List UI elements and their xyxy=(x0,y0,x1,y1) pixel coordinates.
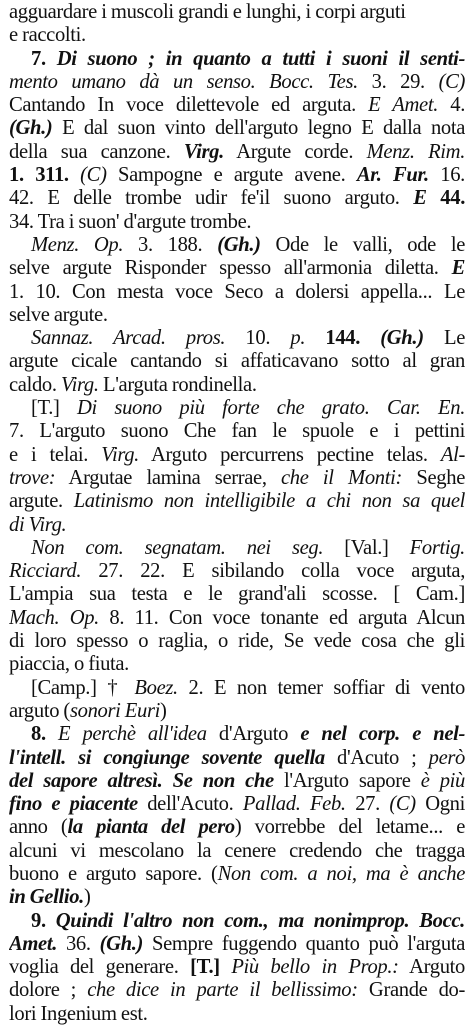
text-segment: Menz. Op. xyxy=(31,233,124,256)
text-segment: Ode le valli, ode le xyxy=(260,233,465,256)
text-line xyxy=(9,24,465,47)
text-segment: Grande do- xyxy=(357,979,465,1002)
text-segment: la pianta del pero xyxy=(67,816,235,839)
text-segment: del sapore altresì. Se non che xyxy=(9,769,274,792)
text-segment: anno ( xyxy=(9,816,68,839)
text-segment: Amet. xyxy=(9,932,58,955)
text-line xyxy=(9,653,465,676)
text-line xyxy=(9,886,465,909)
text-segment: [Camp.] † xyxy=(31,676,135,699)
text-line xyxy=(9,71,465,94)
text-line xyxy=(9,910,465,933)
text-segment xyxy=(220,956,232,978)
text-segment: 36. xyxy=(57,932,100,955)
text-segment: Non com. segnatam. nei seg. xyxy=(31,536,324,559)
text-line xyxy=(9,630,465,653)
text-segment: L'ampia sua testa e le grand'ali scosse. [ Cam.] xyxy=(9,583,465,606)
text-segment: arguto ( xyxy=(9,699,70,722)
text-segment: mento umano dà un senso. Bocc. Tes. xyxy=(9,70,358,93)
text-line xyxy=(9,933,465,956)
text-segment: Argute corde. xyxy=(223,140,367,163)
text-segment: 8. 11. Con voce tonante ed arguta Alcun xyxy=(98,606,465,629)
text-segment: [Val.] xyxy=(323,536,410,559)
text-line xyxy=(9,420,465,443)
text-segment: E perchè all'idea xyxy=(57,723,207,746)
text-segment: Virg. xyxy=(60,373,99,396)
text-line xyxy=(9,397,465,420)
text-segment: dolore ; xyxy=(9,979,88,1002)
text-segment: 9. xyxy=(31,909,56,932)
text-segment: ) xyxy=(83,886,91,909)
text-segment: p. xyxy=(290,327,306,350)
text-segment: che dice in parte il bellissimo: xyxy=(87,979,358,1002)
text-segment: e nel corp. e nel- xyxy=(300,723,465,746)
text-segment: di loro spesso o raglia, o ride, Se vede cosa che gli xyxy=(9,630,465,653)
text-segment: (C) xyxy=(389,793,416,816)
text-segment: alcuni vi mescolano la cenere credendo che tragga xyxy=(9,839,465,862)
text-line xyxy=(9,164,465,187)
text-segment: E xyxy=(413,187,427,210)
text-segment: 16. xyxy=(428,164,465,187)
text-segment: 144. xyxy=(305,327,381,350)
text-segment: 42. E delle trombe udir fe'il suono arguto. xyxy=(9,187,414,210)
text-segment: 7. xyxy=(31,47,57,70)
text-segment: d'Acuto ; xyxy=(324,746,429,769)
text-segment: Sampogne e argute avene. xyxy=(106,164,357,187)
text-line xyxy=(9,723,465,746)
text-segment: E Amet. xyxy=(368,94,438,117)
text-line xyxy=(9,94,465,117)
text-segment: che il Monti: xyxy=(281,466,403,489)
text-segment: caldo. xyxy=(9,373,61,396)
text-segment: Più bello in Prop.: xyxy=(231,956,399,979)
text-segment: l'Arguto sapore xyxy=(273,769,421,792)
text-segment: (Gh.) xyxy=(380,327,424,350)
text-segment: voglia del generare. xyxy=(9,956,191,979)
text-segment: Fortig. xyxy=(409,536,465,559)
text-segment: 10. xyxy=(225,327,291,350)
text-line xyxy=(9,234,465,257)
text-segment: 4. xyxy=(438,94,465,117)
text-segment: [T.] xyxy=(190,956,220,979)
text-segment: 1. 10. Con mesta voce Seco a dolersi appella... Le xyxy=(9,280,465,303)
text-segment: selve argute. xyxy=(9,303,108,326)
text-segment: Di suono più forte che grato. Car. En. xyxy=(77,397,465,420)
text-segment: e raccolti. xyxy=(9,24,86,47)
text-segment: argute cicale cantando si affaticavano sotto al gran xyxy=(9,350,465,373)
text-segment: (C) xyxy=(438,70,465,93)
text-segment: agguardare i muscoli grandi e lunghi, i corpi arguti xyxy=(9,1,406,23)
text-line xyxy=(9,863,465,886)
text-segment: 27. 22. E sibilando colla voce arguta, xyxy=(81,560,465,583)
text-segment: 3. 188. xyxy=(123,233,218,256)
text-line xyxy=(9,979,465,1002)
text-segment: 7. L'arguto suono Che fan le spuole e i pettini xyxy=(9,420,465,443)
text-segment: l'intell. si congiunge sovente quella xyxy=(9,746,325,769)
text-segment: Ogni xyxy=(415,793,465,816)
text-segment: Cantando In voce dilettevole ed arguta. xyxy=(9,94,369,117)
text-segment: Sempre fuggendo quanto può l'arguta xyxy=(143,932,465,955)
text-line xyxy=(9,677,465,700)
text-line xyxy=(9,700,465,723)
text-line xyxy=(9,514,465,537)
text-segment: Argutae lamina serrae, xyxy=(55,466,282,489)
text-segment: Di suono ; in quanto a tutti i suoni il senti- xyxy=(56,47,465,70)
text-line xyxy=(9,141,465,164)
text-segment: Arguto xyxy=(398,956,465,979)
text-segment: fino e piacente xyxy=(9,793,138,816)
text-line xyxy=(9,1,465,24)
text-line xyxy=(9,583,465,606)
text-segment: in Gellio. xyxy=(9,886,84,909)
text-segment: però xyxy=(428,746,465,769)
text-line xyxy=(9,770,465,793)
text-line xyxy=(9,747,465,770)
text-segment: 27. xyxy=(345,793,390,816)
text-line xyxy=(9,211,465,234)
text-segment: è più xyxy=(420,769,465,792)
text-segment: buono e arguto sapore. ( xyxy=(9,862,218,885)
text-segment: di Virg. xyxy=(9,513,67,536)
text-segment: Ar. Fur. xyxy=(356,164,429,187)
text-segment: della sua canzone. xyxy=(9,140,184,163)
text-line xyxy=(9,840,465,863)
text-line xyxy=(9,327,465,350)
text-segment: L'arguta rondinella. xyxy=(98,373,257,396)
text-line xyxy=(9,560,465,583)
text-segment: e i telai. xyxy=(9,443,102,466)
text-line xyxy=(9,350,465,373)
text-line xyxy=(9,187,465,210)
text-line xyxy=(9,467,465,490)
text-segment: Virg. xyxy=(101,443,139,466)
text-line xyxy=(9,48,465,71)
text-segment: selve argute Risponder spesso all'armonia diletta. xyxy=(9,257,452,280)
text-segment: dell'Acuto. xyxy=(137,793,243,816)
text-line xyxy=(9,304,465,327)
text-segment: (Gh.) xyxy=(99,932,144,955)
text-segment: Latinismo non intelligibile a chi non sa quel xyxy=(73,490,465,513)
text-segment: 34. Tra i suon' d'argute trombe. xyxy=(9,210,252,233)
text-segment: trove: xyxy=(9,466,56,489)
text-segment: 8. xyxy=(31,723,58,746)
text-line xyxy=(9,490,465,513)
text-segment: Boez. xyxy=(134,676,178,699)
text-segment: Pallad. Feb. xyxy=(242,793,346,816)
text-segment: d'Arguto xyxy=(206,723,301,746)
text-segment: 3. 29. xyxy=(357,70,439,93)
text-segment: E dal suon vinto dell'arguto legno E dalla nota xyxy=(52,117,465,140)
text-segment: (Gh.) xyxy=(217,233,261,256)
text-line xyxy=(9,956,465,979)
text-line xyxy=(9,816,465,839)
text-segment: 1. 311. xyxy=(9,164,81,187)
text-segment: Mach. Op. xyxy=(9,606,99,629)
text-segment: Le xyxy=(423,327,465,350)
text-segment: (Gh.) xyxy=(9,117,53,140)
text-segment: Arguto percurrens pectine telas. xyxy=(138,443,441,466)
text-segment: E xyxy=(451,257,465,280)
text-line xyxy=(9,117,465,140)
text-segment: Seghe xyxy=(402,466,465,489)
text-segment: (C) xyxy=(80,164,107,187)
text-segment: Al- xyxy=(440,443,465,466)
text-line xyxy=(9,537,465,560)
text-line xyxy=(9,793,465,816)
text-line xyxy=(9,607,465,630)
text-segment: Virg. xyxy=(183,140,224,163)
text-segment: argute. xyxy=(9,490,74,513)
text-line xyxy=(9,1003,465,1026)
text-segment: piaccia, o fiuta. xyxy=(9,653,129,676)
text-segment: ) vorrebbe del letame... e xyxy=(234,816,465,839)
text-segment: sonori Euri xyxy=(69,699,161,722)
text-line xyxy=(9,374,465,397)
text-segment: Sannaz. Arcad. pros. xyxy=(31,327,226,350)
text-segment: ) xyxy=(160,699,167,722)
text-segment: Menz. Rim. xyxy=(366,140,465,163)
text-segment: Ricciard. xyxy=(9,560,82,583)
text-segment: [T.] xyxy=(31,397,78,420)
text-segment: lori Ingenium est. xyxy=(9,1002,148,1025)
text-segment: 44. xyxy=(426,187,465,210)
text-segment: Quindi l'altro non com., ma nonimprop. Bocc. xyxy=(55,909,465,932)
text-segment: 2. E non temer soffiar di vento xyxy=(177,676,465,699)
text-segment: Non com. a noi, ma è anche xyxy=(217,862,465,885)
text-line xyxy=(9,444,465,467)
text-line xyxy=(9,281,465,304)
text-line xyxy=(9,257,465,280)
